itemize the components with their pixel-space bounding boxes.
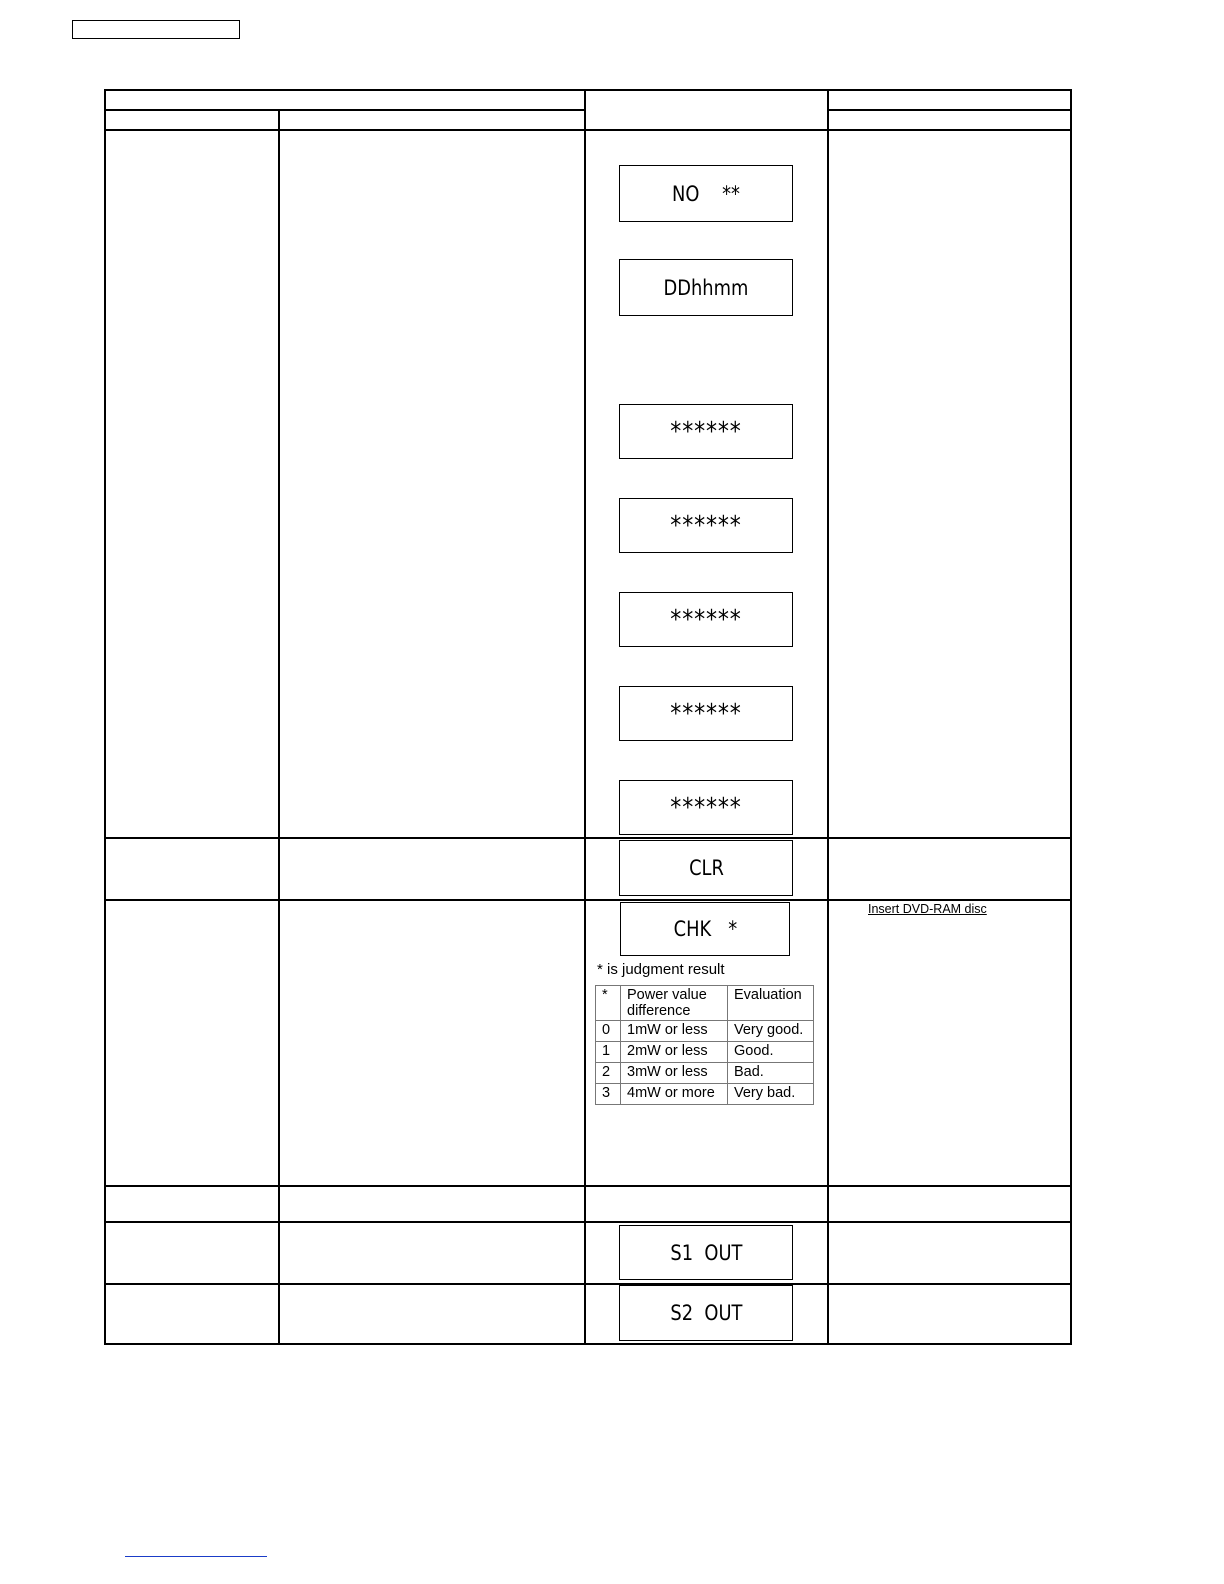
judgment-code: 3 [596,1084,621,1105]
judgment-header-row [596,986,814,1021]
judgment-header-star: * [596,986,621,1021]
header-box [72,20,240,39]
display-stars-5 [619,780,793,835]
display-stars-1-text: ****** [670,416,742,447]
judgment-evaluation: Very good. [728,1021,814,1042]
judgment-evaluation: Bad. [728,1063,814,1084]
display-s1-out-text: S1 OUT [669,1240,743,1265]
display-stars-1 [619,404,793,459]
display-s2-out [619,1285,793,1341]
judgment-caption: * is judgment result [597,961,725,978]
display-stars-4-text: ****** [670,698,742,729]
display-stars-2 [619,498,793,553]
judgment-code: 0 [596,1021,621,1042]
judgment-header-evaluation: Evaluation [728,986,814,1021]
display-stars-4 [619,686,793,741]
display-stars-3 [619,592,793,647]
display-clr [619,840,793,896]
display-stars-2-text: ****** [670,510,742,541]
display-stars-3-text: ****** [670,604,742,635]
judgment-code: 1 [596,1042,621,1063]
judgment-power: 1mW or less [621,1021,728,1042]
judgment-header-power: Power value difference [621,986,728,1021]
display-s2-out-text: S2 OUT [669,1301,743,1325]
insert-disc-note: Insert DVD-RAM disc [868,902,987,916]
judgment-table [595,985,814,1105]
table-row [596,1063,814,1084]
table-row [596,1042,814,1063]
judgment-evaluation: Good. [728,1042,814,1063]
display-stars-5-text: ****** [670,792,742,823]
display-chk [620,902,790,956]
judgment-power: 3mW or less [621,1063,728,1084]
table-row [596,1021,814,1042]
display-clr-text: CLR [688,856,724,880]
table-row [596,1084,814,1105]
judgment-power: 2mW or less [621,1042,728,1063]
display-no [619,165,793,222]
display-ddhhmm [619,259,793,316]
display-s1-out [619,1225,793,1280]
judgment-power: 4mW or more [621,1084,728,1105]
footer-link-underline[interactable] [125,1556,267,1557]
judgment-code: 2 [596,1063,621,1084]
display-ddhhmm-text: DDhhmm [663,275,749,300]
display-no-text: NO ** [672,181,740,206]
judgment-evaluation: Very bad. [728,1084,814,1105]
display-chk-text: CHK * [673,917,737,941]
